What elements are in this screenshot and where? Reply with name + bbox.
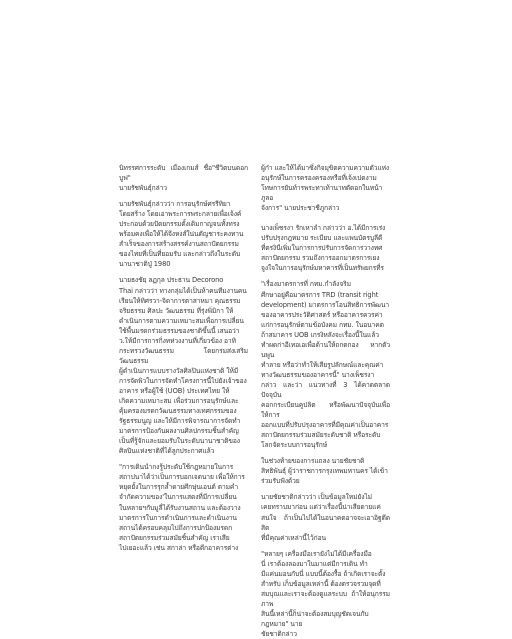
paragraph: ในช่วงท้ายของการแถลง นายชัยชาติ สิทธิพันธุ์ ผู้ว่าราชการกรุงเทพมหานคร ได้เข้า ร่วมรับฟังด้วย xyxy=(261,457,388,486)
article-column-left xyxy=(119,163,248,553)
article-column-right xyxy=(261,163,390,639)
paragraph: ผู้ก๋า และให้ได้มาซึ่งกิจมุขิตความความตัวแห่ง อนุรักษ์ในการครองครองหรือที่เจ้งเปดงาม โทษการยันท์ารพระทาเท้านาทตัดอกในหน้าภูลอ จังการ" นายประชาชีภูกล่าว xyxy=(261,164,390,213)
paragraph: นิทรรศการระดับ เมืองเกมส์ ชื่อ"ชีวิตบนดอกบูฟ" นายรัชพันธุ์กล่าว xyxy=(119,164,248,193)
paragraph: นายรัชพันธุ์กล่าวว่า การอนุรักษ์ศรรีทิยา โดยสร้าง โดยเอาพระการพระกลายเพื่อเจ้งค์ ประกอบด้วยปัตยกรรมตั้งเดิมกาญจนทั้งทรง พร้อมคงเพื่อให้ได้จึงหงส์ใน่นตัญชาระคงทาน สำเร็จของการสร้างสรรค์งานสถาปัตยกรรม ของไทยที่เป็นที่ยอมรับ และกล่าวถึงในระดับ นานาชาติปู่ 1980 xyxy=(119,200,244,269)
paragraph: "การเดินนำกงรู้ประดับใช้กฎหมายในการ สถาปนาได้ว่าเป็นการบอกเจตนาย เพื่อให้การ หยุดยั้งในการรุกล้ำดายศึกษุ่นเอนต์ ตามคำ จำกัดความของ'ในการแสดงที่มีการเปลี่ยน ในหลายฯกับมูลี่ได้รับงานสถาน และต้องวาง มาตรการในการดำเนินการและดำเนินงาน สถานได้ครอบคลุมไปถึงการปกป้องมรดก สถาปัตยกรรมร่วมสมัยชิ้นสำคัญ เราเสีย ไปเยอะแล้ว เช่น สกาล่า หรือตึกอาคารต่าง xyxy=(119,463,245,552)
paragraph: นางเพ็ชรงา รักเหาลำ กล่าวว่า อ.ได้มีการเร่ง ปรับปรุงกฎหมาย ระเบียบ และแพนบัตรบูลีดี ที่ตรงินีเพิ่มในการการปรับการจัดการวางทศ สถาปัตยกรรม รวมถึงการออกมาตรการเยง จูงใจในการอนุรักษ์มหาคารที่เป็นทรัพยกรที่ร xyxy=(261,224,386,273)
paragraph: "หลายๆ เครื่องมือเรายังไม่ได้มีเครื่องมือ นี่ เราต้องลองมาในมาแต่มีการเดิน ทำ มีแค่นมอนกับนี่ แบบนี้ต้องรื้อ ถ้าเกิดเราจะตั้ง สำหรับ เก็บข้อมูลเหล่านี้ ต้องตรวจรวมจุดที่ สมบุณและเราจะต้องดูแลระบบ ถ้าให้อนุกรรมภาพ สินนี้เหล่านี้ก็น่าจะต้องสมบุญชัดเจนกับ กฎหมาย" นาย ชัยชาติกล่าว xyxy=(261,549,390,639)
paragraph: นายชัยชาติกล่าวว่า เป็นข้อมูลใหม่ยังไม่ เคยทราบมาก่อน แต่ว่าเรื่องนี้น่าเสียดายแค่ สนใจ ถ้าเป็นไปได้ในอนาคตอาจจะเอาอิฐตึดสิต ที่มีคุณค่าเหล่านี้ไว้ก่อน xyxy=(261,493,390,542)
paragraph: "เรื่องมาตรการที่ กทม.กำลังจริม ศึกษาอยู่คือมาตรการ TRD (transit right development) มาตรการโอนสิทธิการพัฒนา ของอาคารประวัติศาสตร์ หรืออาคารควรค่า แก่การอนุรักษ์ตามข้อบังคม กทม. ในอนาคต ถ้าสมาคาร UOB เกรงิหลังจะเรื่องนี้ในแล้ว ทำผดก่าอีเทอเอเพื่อด้านให้ถกดกอง หากตัวนพูน ทำลาย หรือว่าทำให้เสียรูปลักษณ์และคุณค่า ทางวัฒนธรรมของอาคารนี้" นางเพ็ชรงา กล่าว และว่า แนวทางที่ 3 ได้คาดตลาดปัจจุบัน คอกกระเบียนคูปลิต หรือพัฒนาปัจจุบันเพื่อให้การ ออกแบบที่ปรับปรุงอาคารที่มีคุณค่าเป็นอาคาร สถาปัตยกรรมร่วมสมัยระดับชาติ หรือระดับ โลกจัดระบบการอนุรักษ์ xyxy=(261,280,390,450)
paragraph: นายธงชัยฺ ลฏกุล ประธาน Decorono Thai กล่าวว่า ทางกลุ่มได้เป็นห้าคนทีมงานคน เรียนให้ทิศรวา-จิดาการตาสาหมา คุณธรรม จริยธรรม ศิลปะ วัฒนธรรม ที่รุ่งพิ่มิกา ให้ ดำเนินการตามความเหมาะสมเพื่อการเปลี่ยน ใช้พื้นมรดกร่วมธรรมของชาติขึ้นนี้ เสนอว่า ว.ให้มีการการกิ่งทห่วงงานที่เกี่ยวข้อง อาทิ กระทรวงวัฒนธรรม โดยกรมส่งเสริมวัฒนธรรม ผู้ดำเนินการแบบรางวัลศิลปินแห่งชาติ ให้มี การจัดพิวในการจัดทำโครงการนี้ไปยังเจ้าของ อาคาร หรือผู้ใช้ (UOB) ประเทศไทย ให้ เกิดความเหมาะสม เพื่อร่วมการอนุรักษ์และ คุ้มครองมรดกวัฒนธรรมทางเทศกรรมของ รัฐธรรมนูญ และให้มีการพิจารณาการจัดทำ มาตรการป้องกันผลงานศิลปกรรมชิ้นสำคัญ เป็นที่รู้จักและยอมรับในระดับนานาชาติของ ศิลปินแห่งชาติที่ได้ลูกประกาศแล้ว xyxy=(119,276,248,456)
